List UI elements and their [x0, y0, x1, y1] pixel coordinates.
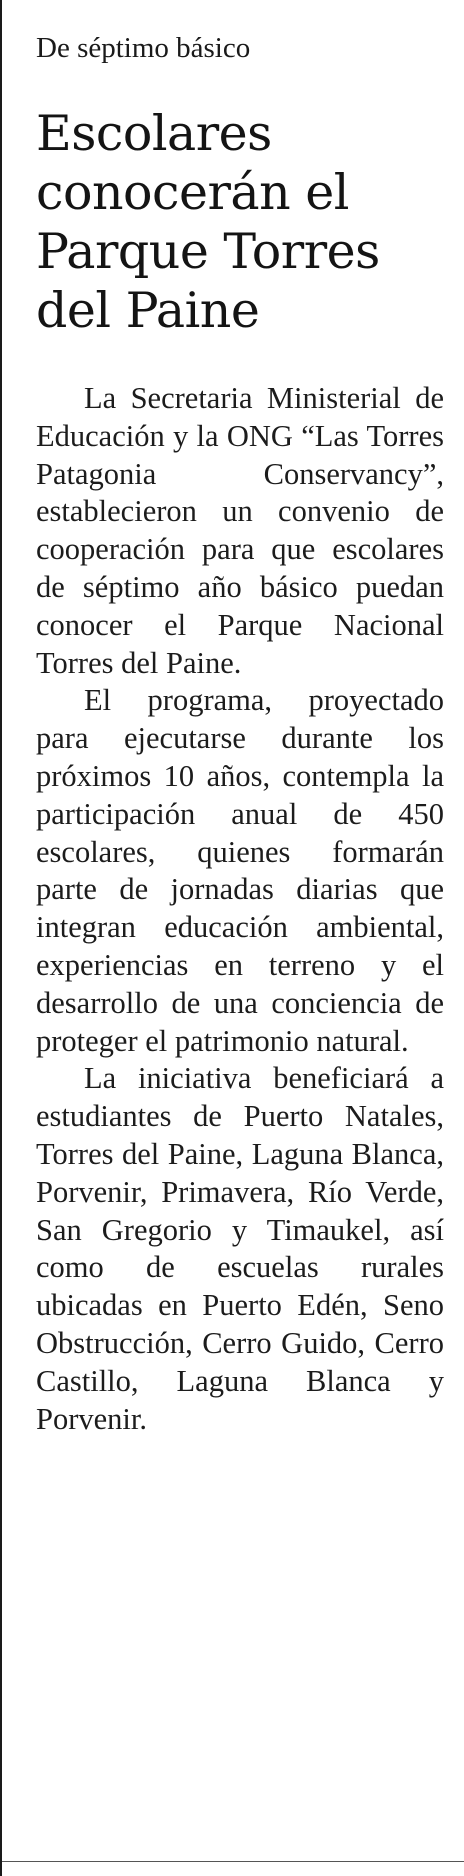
bottom-divider [2, 1861, 464, 1862]
article-kicker: De séptimo básico [36, 32, 251, 64]
article-body [36, 380, 444, 1438]
article-paragraph-2: El programa, proyectado para ejecutarse durante los próximos 10 años, contempla la participación anual de 450 escolares, quienes formarán parte de jornadas diarias que integran educación ambiental, experiencias en terreno y el desarrollo de una conciencia de proteger el patrimonio natural. [36, 683, 444, 1058]
article-paragraph-1: La Secretaria Ministerial de Educación y la ONG “Las Torres Patagonia Conservancy”, establecieron un convenio de cooperación para que escolares de séptimo año básico puedan conocer el Parque Nacional Torres del Paine. [36, 381, 444, 680]
article-paragraph-3: La iniciativa beneficiará a estudiantes de Puerto Natales, Torres del Paine, Laguna Blanca, Porvenir, Primavera, Río Verde, San Gregorio y Timaukel, así como de escuelas rurales ubicadas en Puerto Edén, Seno Obstrucción, Cerro Guido, Cerro Castillo, Laguna Blanca y Porvenir. [36, 1061, 444, 1436]
article-headline: Escolares conocerán el Parque Torres del Paine [36, 105, 380, 339]
